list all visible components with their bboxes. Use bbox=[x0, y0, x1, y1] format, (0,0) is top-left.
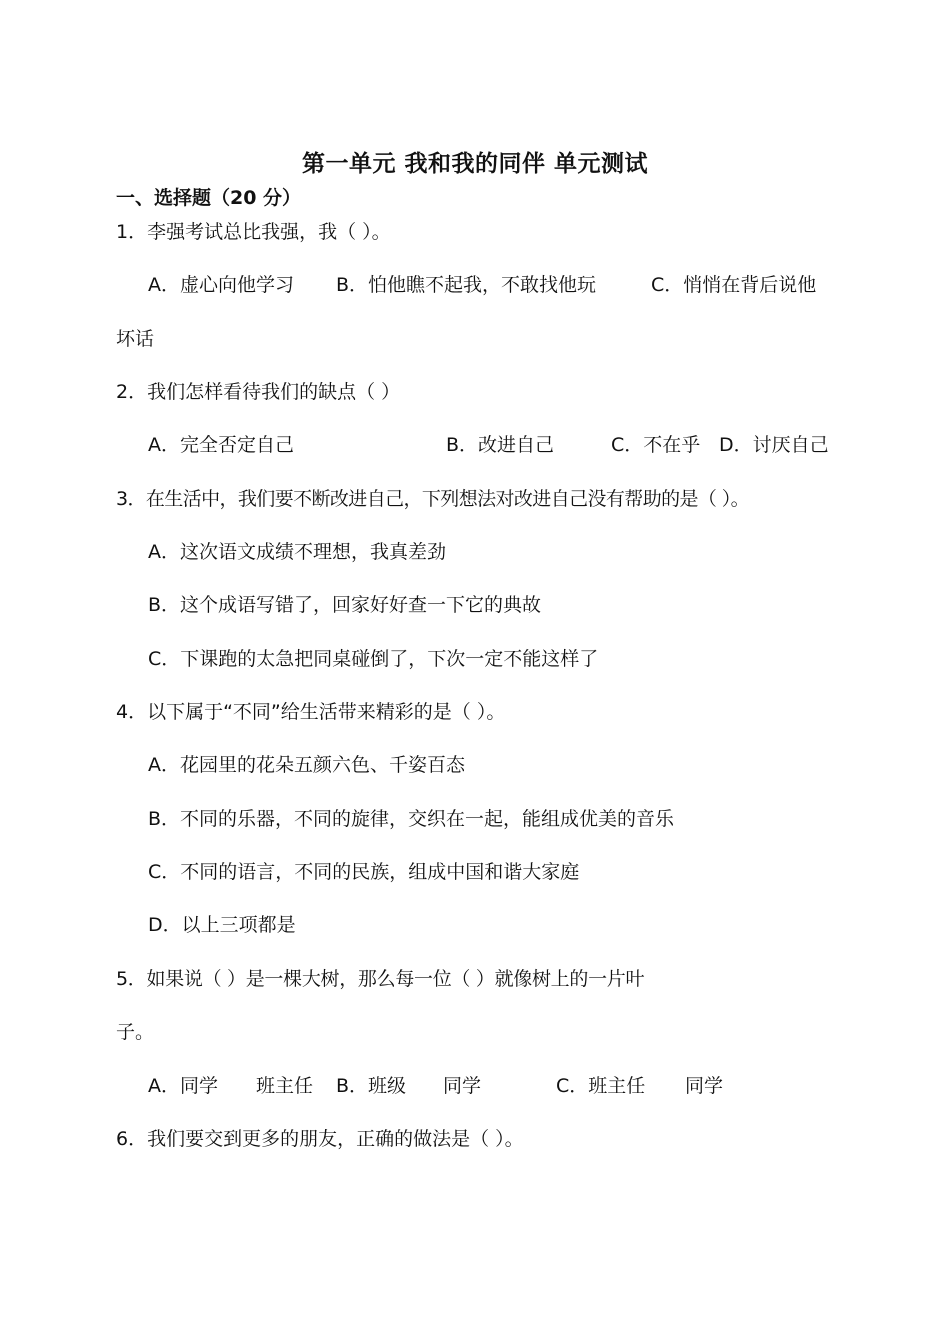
question-5-continuation: 子。 bbox=[116, 1021, 155, 1043]
question-5-stem: 5．如果说（ ）是一棵大树，那么每一位（ ）就像树上的一片叶 bbox=[116, 968, 645, 990]
question-2-stem: 2．我们怎样看待我们的缺点（ ） bbox=[116, 381, 401, 403]
question-6-stem: 6．我们要交到更多的朋友，正确的做法是（ ）。 bbox=[116, 1128, 524, 1150]
q1-option-c: C．悄悄在背后说他 bbox=[651, 274, 817, 296]
q5-option-c: C．班主任 bbox=[556, 1075, 646, 1097]
q4-option-d: D．以上三项都是 bbox=[148, 914, 296, 936]
q2-option-a: A．完全否定自己 bbox=[148, 434, 294, 456]
q3-option-b: B．这个成语写错了，回家好好查一下它的典故 bbox=[148, 594, 542, 616]
question-3-stem: 3．在生活中，我们要不断改进自己，下列想法对改进自己没有帮助的是（ ）。 bbox=[116, 488, 750, 510]
q1-option-b: B．怕他瞧不起我，不敢找他玩 bbox=[336, 274, 597, 296]
q3-option-a: A．这次语文成绩不理想，我真差劲 bbox=[148, 541, 446, 563]
q4-option-b: B．不同的乐器，不同的旋律，交织在一起，能组成优美的音乐 bbox=[148, 808, 675, 830]
question-4-stem: 4．以下属于“不同”给生活带来精彩的是（ ）。 bbox=[116, 701, 506, 723]
section-heading: 一、选择题（20 分） bbox=[116, 187, 302, 209]
q4-option-c: C．不同的语言，不同的民族，组成中国和谐大家庭 bbox=[148, 861, 580, 883]
q5-option-a: A．同学 bbox=[148, 1075, 218, 1097]
q2-option-b: B．改进自己 bbox=[446, 434, 555, 456]
q5-option-b: B．班级 bbox=[336, 1075, 407, 1097]
q1-option-a: A．虚心向他学习 bbox=[148, 274, 294, 296]
q5-option-b-second: 同学 bbox=[443, 1075, 482, 1097]
question-1-continuation: 坏话 bbox=[116, 328, 155, 350]
q4-option-a: A．花园里的花朵五颜六色、千姿百态 bbox=[148, 754, 465, 776]
question-1-stem: 1．李强考试总比我强，我（ ）。 bbox=[116, 221, 391, 243]
q5-option-a-second: 班主任 bbox=[256, 1075, 314, 1097]
q5-option-c-second: 同学 bbox=[685, 1075, 724, 1097]
q2-option-d: D．讨厌自己 bbox=[719, 434, 829, 456]
q3-option-c: C．下课跑的太急把同桌碰倒了，下次一定不能这样了 bbox=[148, 648, 599, 670]
page-title: 第一单元 我和我的同伴 单元测试 bbox=[301, 151, 648, 177]
q2-option-c: C．不在乎 bbox=[611, 434, 701, 456]
